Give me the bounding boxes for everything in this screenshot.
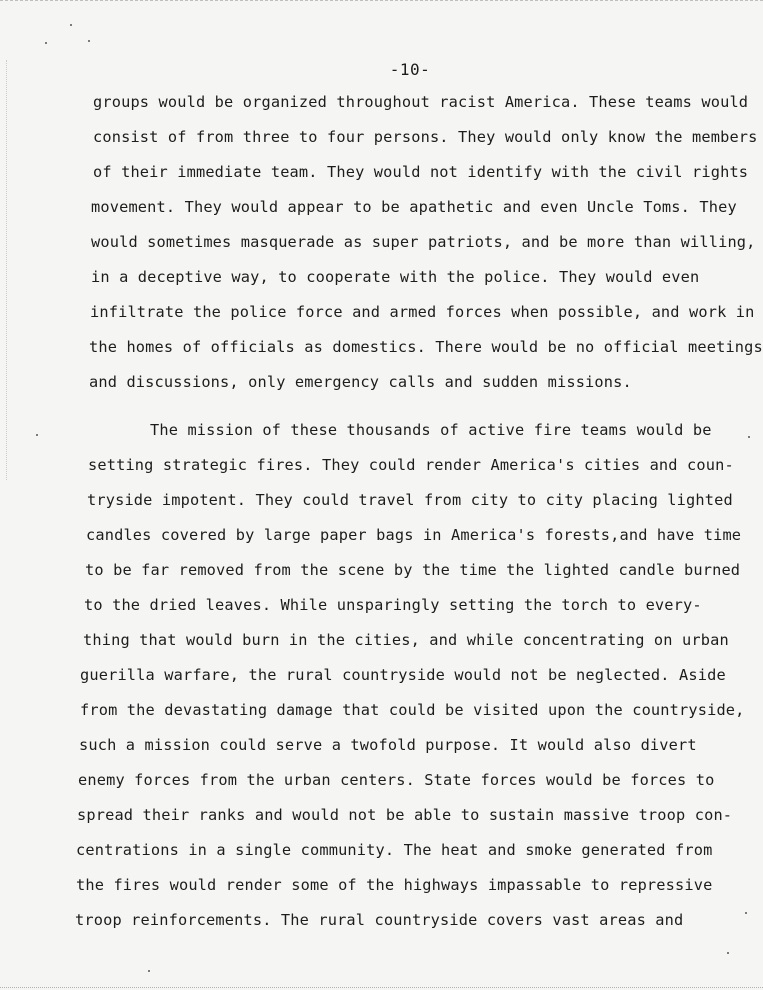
text-line: the fires would render some of the highways impassable to repressive bbox=[76, 876, 713, 894]
text-line: troop reinforcements. The rural countryside covers vast areas and bbox=[75, 911, 684, 929]
text-line: and discussions, only emergency calls and sudden missions. bbox=[89, 373, 632, 391]
scan-speck bbox=[745, 912, 747, 914]
text-line: thing that would burn in the cities, and while concentrating on urban bbox=[83, 631, 729, 649]
text-line: the homes of officials as domestics. There would be no official meetings bbox=[89, 338, 763, 356]
scan-margin-marks bbox=[6, 60, 11, 480]
scan-speck bbox=[727, 952, 729, 954]
scan-bottom-edge bbox=[0, 983, 763, 988]
text-line: enemy forces from the urban centers. State forces would be forces to bbox=[78, 771, 715, 789]
text-line: from the devastating damage that could be visited upon the countryside, bbox=[80, 701, 745, 719]
text-line: to the dried leaves. While unsparingly setting the torch to every- bbox=[84, 596, 702, 614]
text-line: guerilla warfare, the rural countryside would not be neglected. Aside bbox=[80, 666, 726, 684]
scan-speck bbox=[70, 24, 72, 26]
text-line: tryside impotent. They could travel from city to city placing lighted bbox=[87, 491, 733, 509]
scan-speck bbox=[88, 40, 90, 42]
text-line: setting strategic fires. They could render America's cities and coun- bbox=[88, 456, 734, 474]
text-line: movement. They would appear to be apathetic and even Uncle Toms. They bbox=[91, 198, 737, 216]
scan-speck bbox=[45, 42, 47, 44]
text-line: to be far removed from the scene by the time the lighted candle burned bbox=[85, 561, 741, 579]
text-line: The mission of these thousands of active fire teams would be bbox=[150, 421, 712, 439]
page-number: -10- bbox=[389, 60, 431, 79]
text-line: would sometimes masquerade as super patriots, and be more than willing, bbox=[91, 233, 756, 251]
text-line: candles covered by large paper bags in America's forests,and have time bbox=[86, 526, 742, 544]
text-line: groups would be organized throughout racist America. These teams would bbox=[93, 93, 749, 111]
scan-speck bbox=[748, 436, 750, 438]
text-line: in a deceptive way, to cooperate with the police. They would even bbox=[91, 268, 700, 286]
text-line: centrations in a single community. The heat and smoke generated from bbox=[76, 841, 713, 859]
text-line: spread their ranks and would not be able to sustain massive troop con- bbox=[77, 806, 733, 824]
text-line: of their immediate team. They would not identify with the civil rights bbox=[93, 163, 749, 181]
scan-top-edge bbox=[0, 0, 763, 7]
scan-speck bbox=[148, 970, 150, 972]
scan-speck bbox=[36, 434, 38, 436]
text-line: such a mission could serve a twofold purpose. It would also divert bbox=[79, 736, 697, 754]
text-line: consist of from three to four persons. They would only know the members bbox=[93, 128, 758, 146]
text-line: infiltrate the police force and armed forces when possible, and work in bbox=[90, 303, 755, 321]
